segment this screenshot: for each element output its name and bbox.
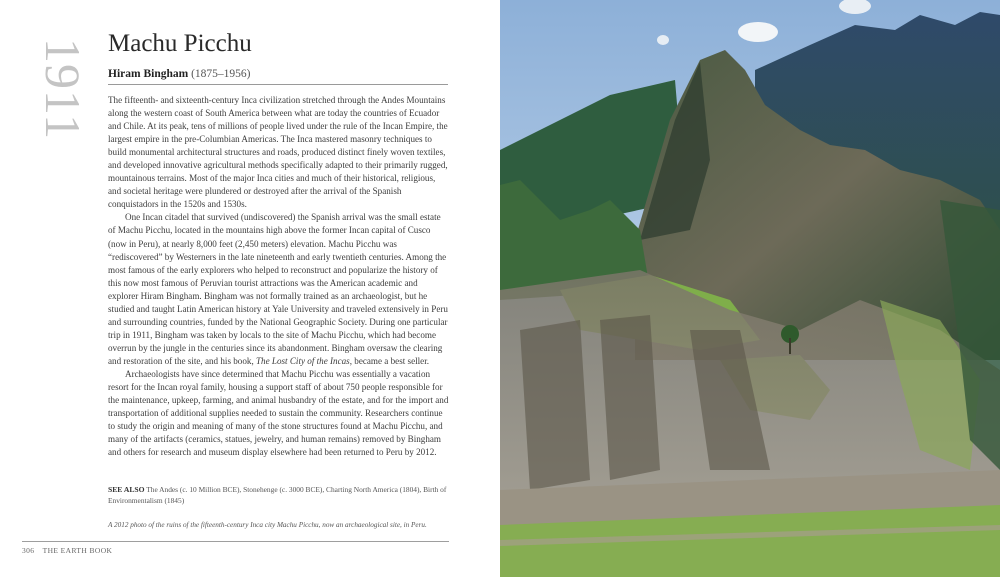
year-marker: 1911 [35,38,91,141]
ruins-house-rows [520,315,770,490]
cloud [657,35,669,45]
body-text [108,94,450,459]
cloud [738,22,778,42]
paragraph-text: One Incan citadel that survived (undiscovered) the Spanish arrival was the small estate of Machu Picchu, located in the mountains high above the former Incan capital of Cusco (now in Peru), at nearly 8,000 feet (2,450 meters) elevation. Machu Picchu was “rediscovered” by Westerners in the late nineteenth and early twentieth centuries. Among the most famous of the early explorers who helped to reconstruct and popularize the history of this now most famous of Peruvian tourist attractions was the American academic and explorer Hiram Bingham. Bingham was not formally trained as an archaeologist, but he studied and taught Latin American history at Yale University and traveled extensively in Peru and surrounding countries, funded by the National Geographic Society. During one particular trip in 1911, Bingham was taken by locals to the site of Machu Picchu, which had become overrun by the jungle in the centuries since its abandonment. Bingham oversaw the clearing and restoration of the site, and his book, [108,212,448,366]
paragraph: Archaeologists have since determined that Machu Picchu was essentially a vacation resort for the Incan royal family, housing a support staff of about 750 people responsible for the maintenance, upkeep, farming, and animal husbandry of the estate, and for the import and transportation of additional supplies needed to sustain the community. Researchers continue to study the origin and meaning of many of the stone structures found at Machu Picchu, and many of the artifacts (ceramics, statues, jewelry, and human remains) removed by Bingham and others for research and museum display elsewhere had been returned to Peru by 2012. [108,368,449,458]
see-also-text: The Andes (c. 10 Million BCE), Stonehenge (c. 3000 BCE), Charting North America (1804), Birth of Environmentalism (1845) [108,485,447,505]
see-also-label: SEE ALSO [108,485,145,494]
machu-picchu-photo [500,0,1000,577]
running-footer: THE EARTH BOOK [42,546,113,555]
byline-dates: (1875–1956) [191,68,251,80]
page-number: 306 [22,546,35,555]
folio [22,546,112,555]
paragraph: The fifteenth- and sixteenth-century Inca civilization stretched through the Andes Mountains along the western coast of South America between what are today the countries of Ecuador and Chile. At its peak, tens of millions of people lived under the rule of the Incan Empire, the largest empire in the pre-Columbian Americas. The Inca mastered masonry techniques to build monumental architectural structures and roads, produced distinct finely woven textiles, and developed innovative agricultural methods specifically adapted to their primarily rugged, mountainous terrains. Most of the major Inca cities and much of their historical, religious, and societal heritage were plundered or destroyed after the arrival of the Spanish conquistadors in the 1520s and 1530s. [108,95,448,210]
paragraph-tail: , became a best seller. [349,355,430,366]
photo-caption: A 2012 photo of the ruins of the fifteenth-century Inca city Machu Picchu, now an archaeological site, in Peru. [108,521,427,529]
page-title: Machu Picchu [108,30,252,57]
byline-name: Hiram Bingham [108,68,189,80]
book-title: The Lost City of the Incas [256,355,350,366]
photo-illustration [500,0,1000,577]
paragraph [108,211,450,368]
tree-trunk [789,338,791,354]
footer-divider [22,541,449,542]
see-also [108,484,453,506]
byline [108,68,448,85]
